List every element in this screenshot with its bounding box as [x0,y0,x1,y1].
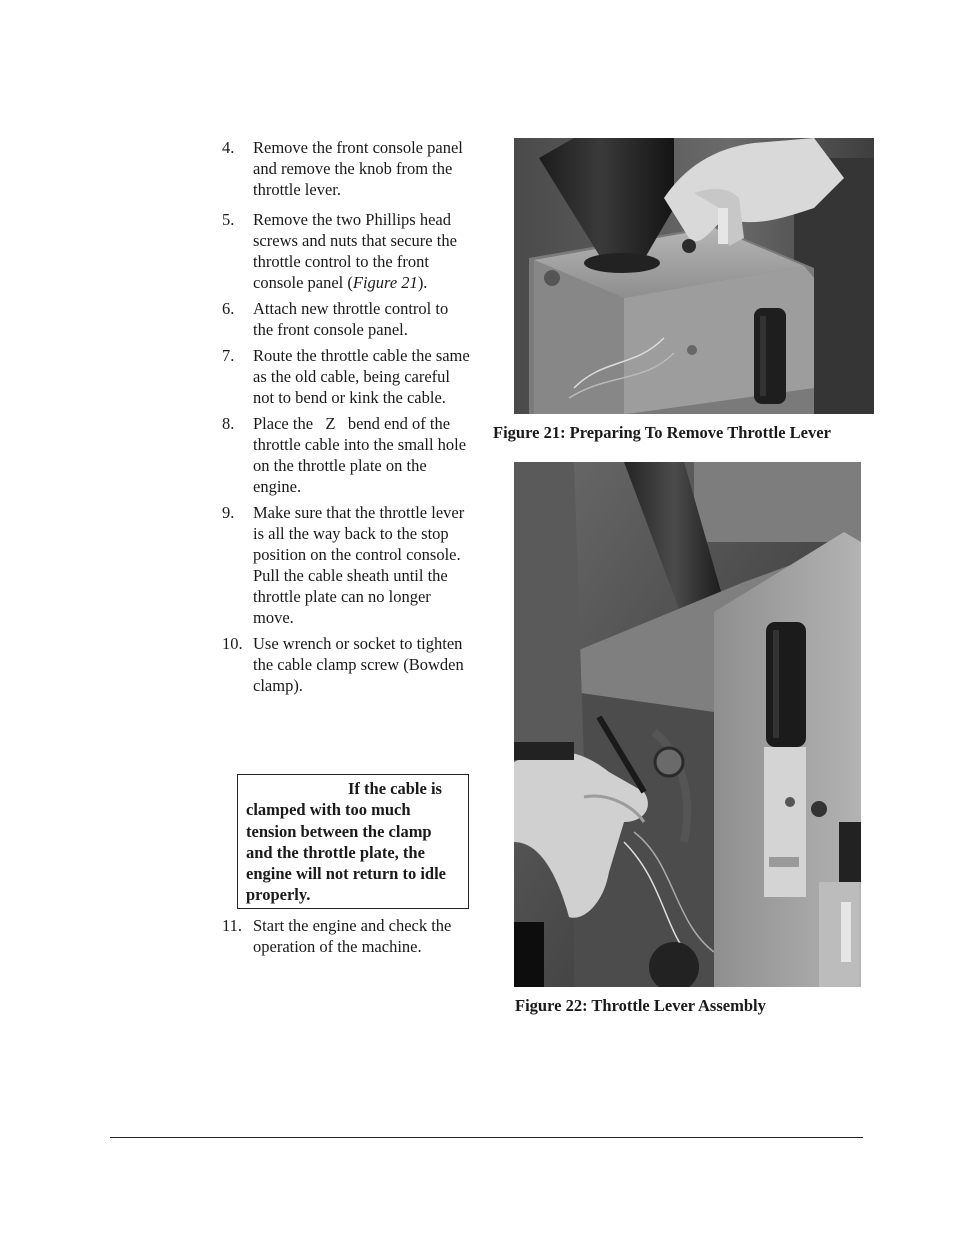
step-text: Attach new throttle control to the front console panel. [253,299,449,339]
figure-reference: Figure 21 [352,273,418,292]
step-10 [222,633,472,696]
step-7 [222,345,472,408]
step-8 [222,413,472,497]
step-text-part: Remove the two Phillips head screws and nuts that secure the throttle control to the front console panel ( [253,210,457,292]
step-number: 9. [222,503,235,522]
step-11 [222,915,472,957]
footer-rule [110,1137,863,1138]
step-number: 7. [222,346,235,365]
step-text: Route the throttle cable the same as the old cable, being careful not to bend or kink the cable. [253,346,470,407]
step-text: Remove the front console panel and remove the knob from the throttle lever. [253,138,463,199]
figure-21-illustration [514,138,874,414]
step-9 [222,502,472,628]
step-number: 5. [222,210,235,229]
warning-text: If the cable is clamped with too much tension between the clamp and the throttle plate, the engine will not return to idle properly. [246,779,446,905]
warning-box [237,774,469,909]
step-number: 11. [222,916,243,935]
instruction-steps-list [222,137,472,696]
step-text [253,209,472,293]
step-text: Place the Z bend end of the throttle cable into the small hole on the throttle plate on the engine. [253,414,471,496]
figure-22-caption: Figure 22: Throttle Lever Assembly [515,996,766,1015]
figure-22-illustration [514,462,861,987]
figure-21-photo [514,138,874,414]
step-number: 10. [222,634,243,653]
step-number: 4. [222,138,235,157]
instruction-steps-list-continued [222,915,472,957]
step-text: Use wrench or socket to tighten the cable clamp screw (Bowden clamp). [253,634,464,695]
step-number: 8. [222,414,235,433]
figure-21-caption: Figure 21: Preparing To Remove Throttle Lever [493,423,831,442]
step-text: Make sure that the throttle lever is all the way back to the stop position on the control console. Pull the cable sheath until the throttle plate can no longer move. [253,503,465,627]
step-number: 6. [222,299,235,318]
step-5 [222,209,472,293]
step-6 [222,298,472,340]
step-4 [222,137,472,200]
figure-22-photo [514,462,861,987]
step-text: Start the engine and check the operation of the machine. [253,916,452,956]
step-text-part: ). [417,273,428,292]
